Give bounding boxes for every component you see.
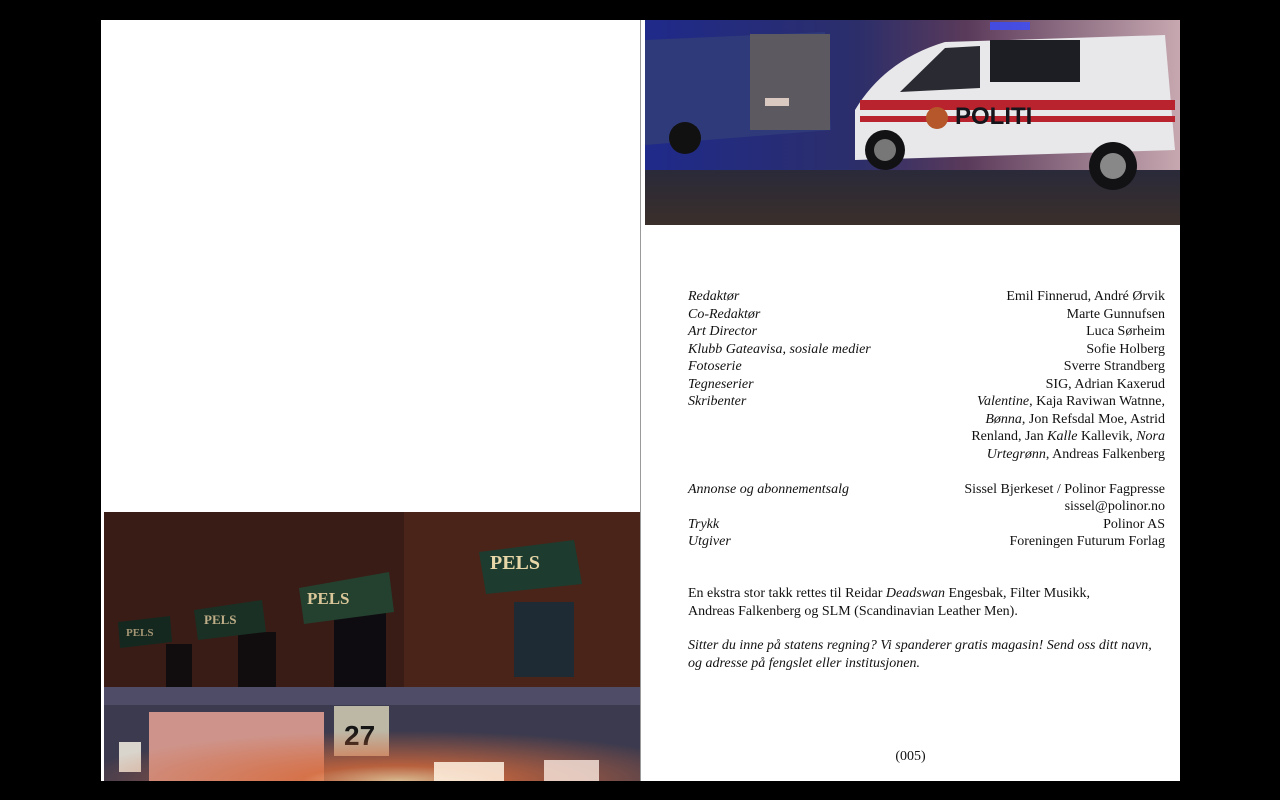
thanks-text: Engesbak, Filter Musikk,: [945, 586, 1091, 601]
credit-role: Klubb Gateavisa, sosiale medier: [688, 341, 871, 357]
credit-role: Fotoserie: [688, 359, 742, 374]
writer-name: Nora Urtegrønn: [986, 429, 1165, 462]
credit-row: [688, 498, 1165, 516]
credit-names: Luca Sørheim: [1086, 324, 1165, 339]
writers-text: , Andreas Falkenberg: [1045, 446, 1165, 462]
credit-names: Sissel Bjerkeset / Polinor Fagpresse: [964, 481, 1165, 497]
credit-row: [688, 358, 1165, 376]
credit-role: Annonse og abonnementsalg: [688, 481, 849, 497]
credit-row: [688, 341, 1165, 359]
credit-role: Trykk: [688, 516, 720, 532]
credit-role: Tegneserier: [688, 376, 754, 392]
thanks-text: En ekstra stor takk rettes til Reidar: [688, 586, 886, 601]
credit-role: Redaktør: [688, 289, 740, 304]
credit-names: Marte Gunnufsen: [1066, 306, 1165, 322]
credit-row: [688, 376, 1165, 394]
credit-names: Sofie Holberg: [1086, 341, 1165, 357]
prison-offer-paragraph: [688, 637, 1178, 672]
awning-sign: PELS: [204, 612, 237, 627]
credit-row: [688, 288, 1165, 306]
offer-line: Sitter du inne på statens regning? Vi spanderer gratis magasin! Send oss ditt navn,: [688, 638, 1152, 653]
credit-row: [688, 306, 1165, 324]
writers-text: , Jon Refsdal Moe, Astrid Renland, Jan: [971, 411, 1165, 444]
thanks-line: Andreas Falkenberg og SLM (Scandinavian Leather Men).: [688, 603, 1018, 619]
magazine-spread: [101, 20, 1180, 781]
offer-line: og adresse på fengslet eller institusjonen.: [688, 655, 921, 671]
credit-role: Co-Redaktør: [688, 306, 761, 322]
writer-name: Bønna: [985, 411, 1022, 427]
credit-row: [688, 323, 1165, 341]
writers-text: Kallevik,: [1077, 429, 1137, 444]
awning-sign: PELS: [307, 589, 350, 608]
left-page: [101, 20, 640, 781]
contact-email: sissel@polinor.no: [1064, 499, 1165, 514]
credit-role: Skribenter: [688, 394, 747, 409]
credit-row: [688, 516, 1165, 534]
thanks-line: [688, 585, 1178, 603]
page-number: (005): [895, 749, 926, 764]
police-van-photo-art: [645, 20, 1180, 225]
awning-sign: PELS: [490, 552, 541, 574]
credit-role: Utgiver: [688, 534, 731, 549]
credit-names: Foreningen Futurum Forlag: [1009, 534, 1165, 549]
credit-names: Sverre Strandberg: [1063, 359, 1165, 374]
credit-row-writers: [688, 393, 1165, 463]
police-marking: POLITI: [955, 103, 1033, 130]
thanks-paragraph: [688, 585, 1178, 620]
credit-row: [688, 481, 1165, 499]
storefront-photo: [104, 512, 640, 781]
credit-names: Emil Finnerud, André Ørvik: [1006, 289, 1165, 304]
writer-name: Kalle: [1047, 429, 1078, 444]
writers-names: [955, 393, 1165, 463]
right-page: [641, 20, 1180, 781]
writers-text: , Kaja Raviwan Watnne,: [1029, 394, 1165, 409]
storefront-photo-art: [104, 512, 640, 781]
thanks-nickname: Deadswan: [885, 586, 946, 601]
awning-sign: PELS: [126, 627, 154, 639]
credit-row: [688, 533, 1165, 551]
police-van-photo: [645, 20, 1180, 225]
credit-names: Polinor AS: [1103, 516, 1165, 532]
credit-names: SIG, Adrian Kaxerud: [1045, 376, 1165, 392]
writer-name: Valentine: [977, 394, 1030, 409]
credit-role: Art Director: [688, 324, 758, 339]
masthead-credits: [688, 288, 1165, 551]
